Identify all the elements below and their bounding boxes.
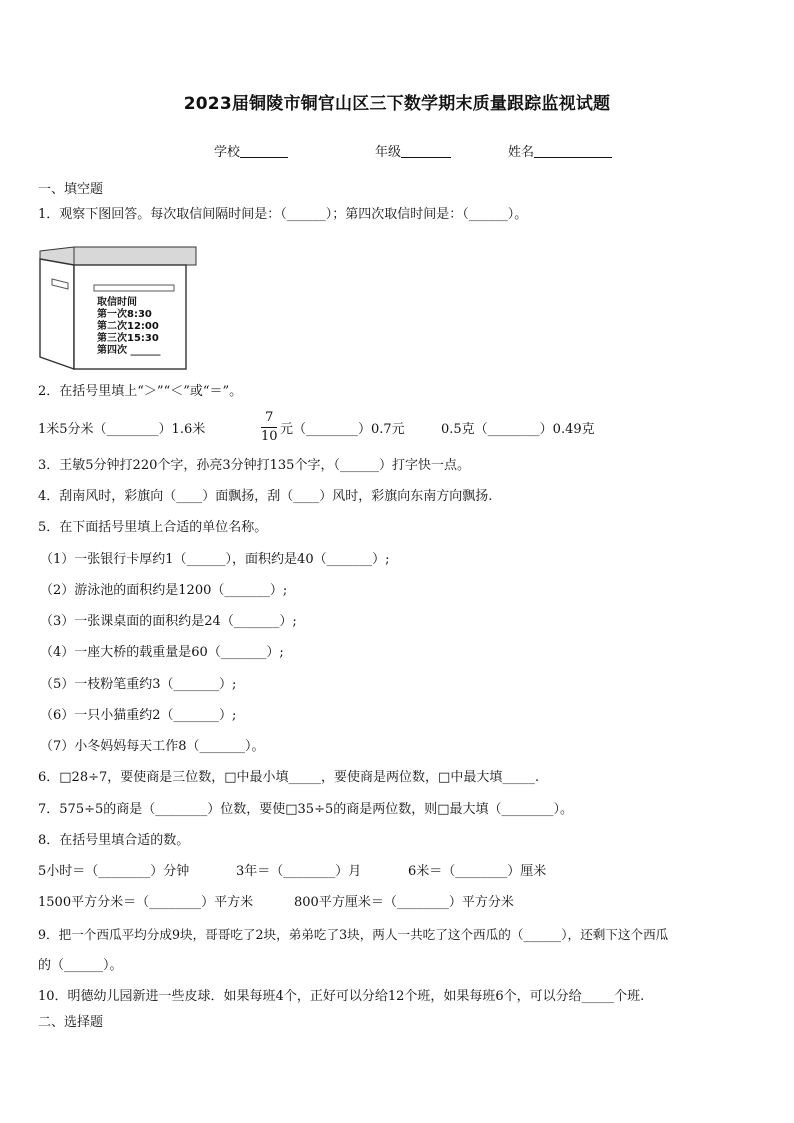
question-9-line-1: 9．把一个西瓜平均分成9块，哥哥吃了2块，弟弟吃了3块，两人一共吃了这个西瓜的（______），还剩下这个西瓜 xyxy=(38,927,669,942)
question-3: 3．王敏5分钟打220个字，孙亮3分钟打135个字，（______）打字快一点。 xyxy=(38,458,470,473)
question-4: 4．刮南风时，彩旗向（____）面飘扬，刮（____）风时，彩旗向东南方向飘扬. xyxy=(38,489,493,504)
fraction-numerator: 7 xyxy=(265,410,274,425)
grade-field xyxy=(375,141,451,160)
name-blank[interactable] xyxy=(534,144,612,158)
question-5-item: （5）一枝粉笔重约3（_______）; xyxy=(40,677,237,692)
question-5-item: （1）一张银行卡厚约1（______），面积约是40（_______）; xyxy=(40,552,390,567)
question-2-item-c: 0.5克（________）0.49克 xyxy=(441,422,595,437)
question-5-item: （6）一只小猫重约2（_______）; xyxy=(40,708,237,723)
fraction-bar xyxy=(261,427,277,428)
question-2-item-b: 元（________）0.7元 xyxy=(280,422,405,437)
mailbox-figure xyxy=(36,245,198,371)
fraction-seven-tenths xyxy=(261,410,278,445)
question-8-item-a: 5小时＝（________）分钟 xyxy=(38,864,190,879)
question-8: 8．在括号里填合适的数。 xyxy=(38,833,190,848)
question-1: 1．观察下图回答。每次取信间隔时间是：（______）；第四次取信时间是：（______）。 xyxy=(38,207,528,222)
school-field xyxy=(214,141,288,160)
section-heading-fill-blank: 一、填空题 xyxy=(38,182,104,197)
question-2: 2．在括号里填上“＞”“＜”或“＝”。 xyxy=(38,384,243,399)
mailbox-row: 第三次15:30 xyxy=(97,333,159,344)
question-7: 7．575÷5的商是（________）位数，要使□35÷5的商是两位数，则□最大填（________）。 xyxy=(38,802,574,817)
question-8-item-b: 3年＝（________）月 xyxy=(236,864,362,879)
school-label: 学校 xyxy=(214,145,241,160)
mailbox-row: 第四次 ______ xyxy=(97,345,161,356)
question-6: 6．□28÷7，要使商是三位数，□中最小填_____，要使商是两位数，□中最大填_____. xyxy=(38,770,539,785)
name-label: 姓名 xyxy=(508,145,535,160)
question-10: 10．明德幼儿园新进一些皮球．如果每班4个，正好可以分给12个班，如果每班6个，可以分给_____个班. xyxy=(38,989,645,1004)
question-8-item-d: 1500平方分米＝（________）平方米 xyxy=(38,895,254,910)
grade-label: 年级 xyxy=(375,145,402,160)
question-8-item-e: 800平方厘米＝（________）平方分米 xyxy=(294,895,514,910)
school-blank[interactable] xyxy=(240,144,288,158)
question-2-item-a: 1米5分米（________）1.6米 xyxy=(38,422,206,437)
question-9-line-2: 的（______）。 xyxy=(38,958,123,973)
page-title: 2023届铜陵市铜官山区三下数学期末质量跟踪监视试题 xyxy=(183,94,611,114)
mailbox-heading: 取信时间 xyxy=(97,297,137,308)
mailbox-row: 第二次12:00 xyxy=(97,321,159,332)
question-5-item: （3）一张课桌面的面积约是24（_______）; xyxy=(40,614,297,629)
section-heading-multiple-choice: 二、选择题 xyxy=(38,1015,104,1030)
question-5-item: （7）小冬妈妈每天工作8（_______）。 xyxy=(40,739,265,754)
fraction-denominator: 10 xyxy=(261,429,278,444)
name-field xyxy=(508,141,612,160)
grade-blank[interactable] xyxy=(401,144,451,158)
question-5-item: （2）游泳池的面积约是1200（_______）; xyxy=(40,583,288,598)
question-8-item-c: 6米＝（________）厘米 xyxy=(408,864,547,879)
mailbox-row: 第一次8:30 xyxy=(97,309,152,320)
question-5: 5．在下面括号里填上合适的单位名称。 xyxy=(38,520,268,535)
question-5-item: （4）一座大桥的载重量是60（_______）; xyxy=(40,645,284,660)
